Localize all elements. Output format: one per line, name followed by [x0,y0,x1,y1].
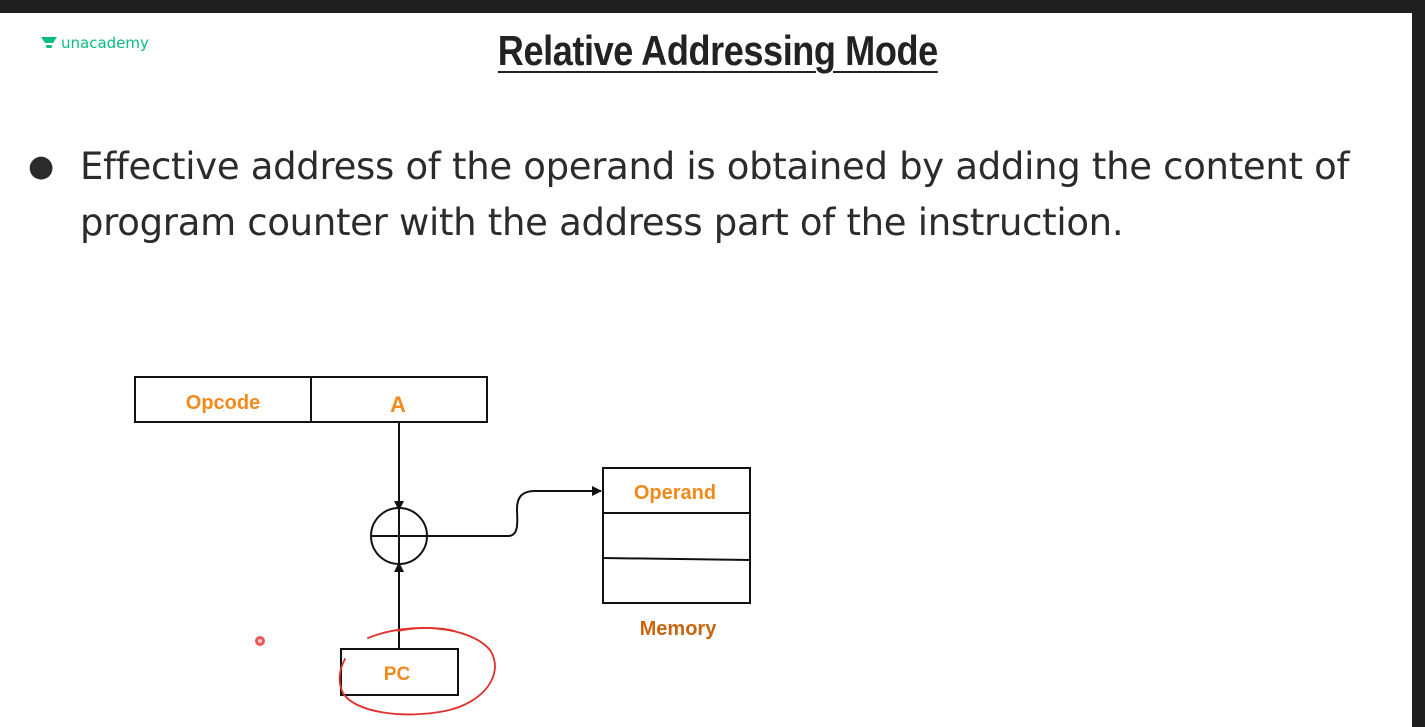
slide-title-text: Relative Addressing Mode [498,27,938,74]
pc-register [341,649,458,695]
adder-to-operand-arrow [427,491,601,536]
pointer-dot-icon [255,636,265,646]
bullet-text: Effective address of the operand is obtained by adding the content of program counter with the address part of the instruction. [80,145,1350,244]
opcode-field-label: Opcode [185,392,261,414]
bullet-dot-icon: ● [28,149,54,184]
memory-label: Memory [639,618,717,640]
instruction-register [135,377,487,422]
relative-addressing-diagram [0,13,1412,727]
pc-label: PC [383,664,411,685]
adder-plus-icon [371,508,427,564]
memory-cell-operand: Operand [633,482,717,504]
address-field-label: A [390,392,406,417]
brand-name: unacademy [61,34,149,52]
slide [0,13,1412,727]
memory-block [603,468,750,640]
